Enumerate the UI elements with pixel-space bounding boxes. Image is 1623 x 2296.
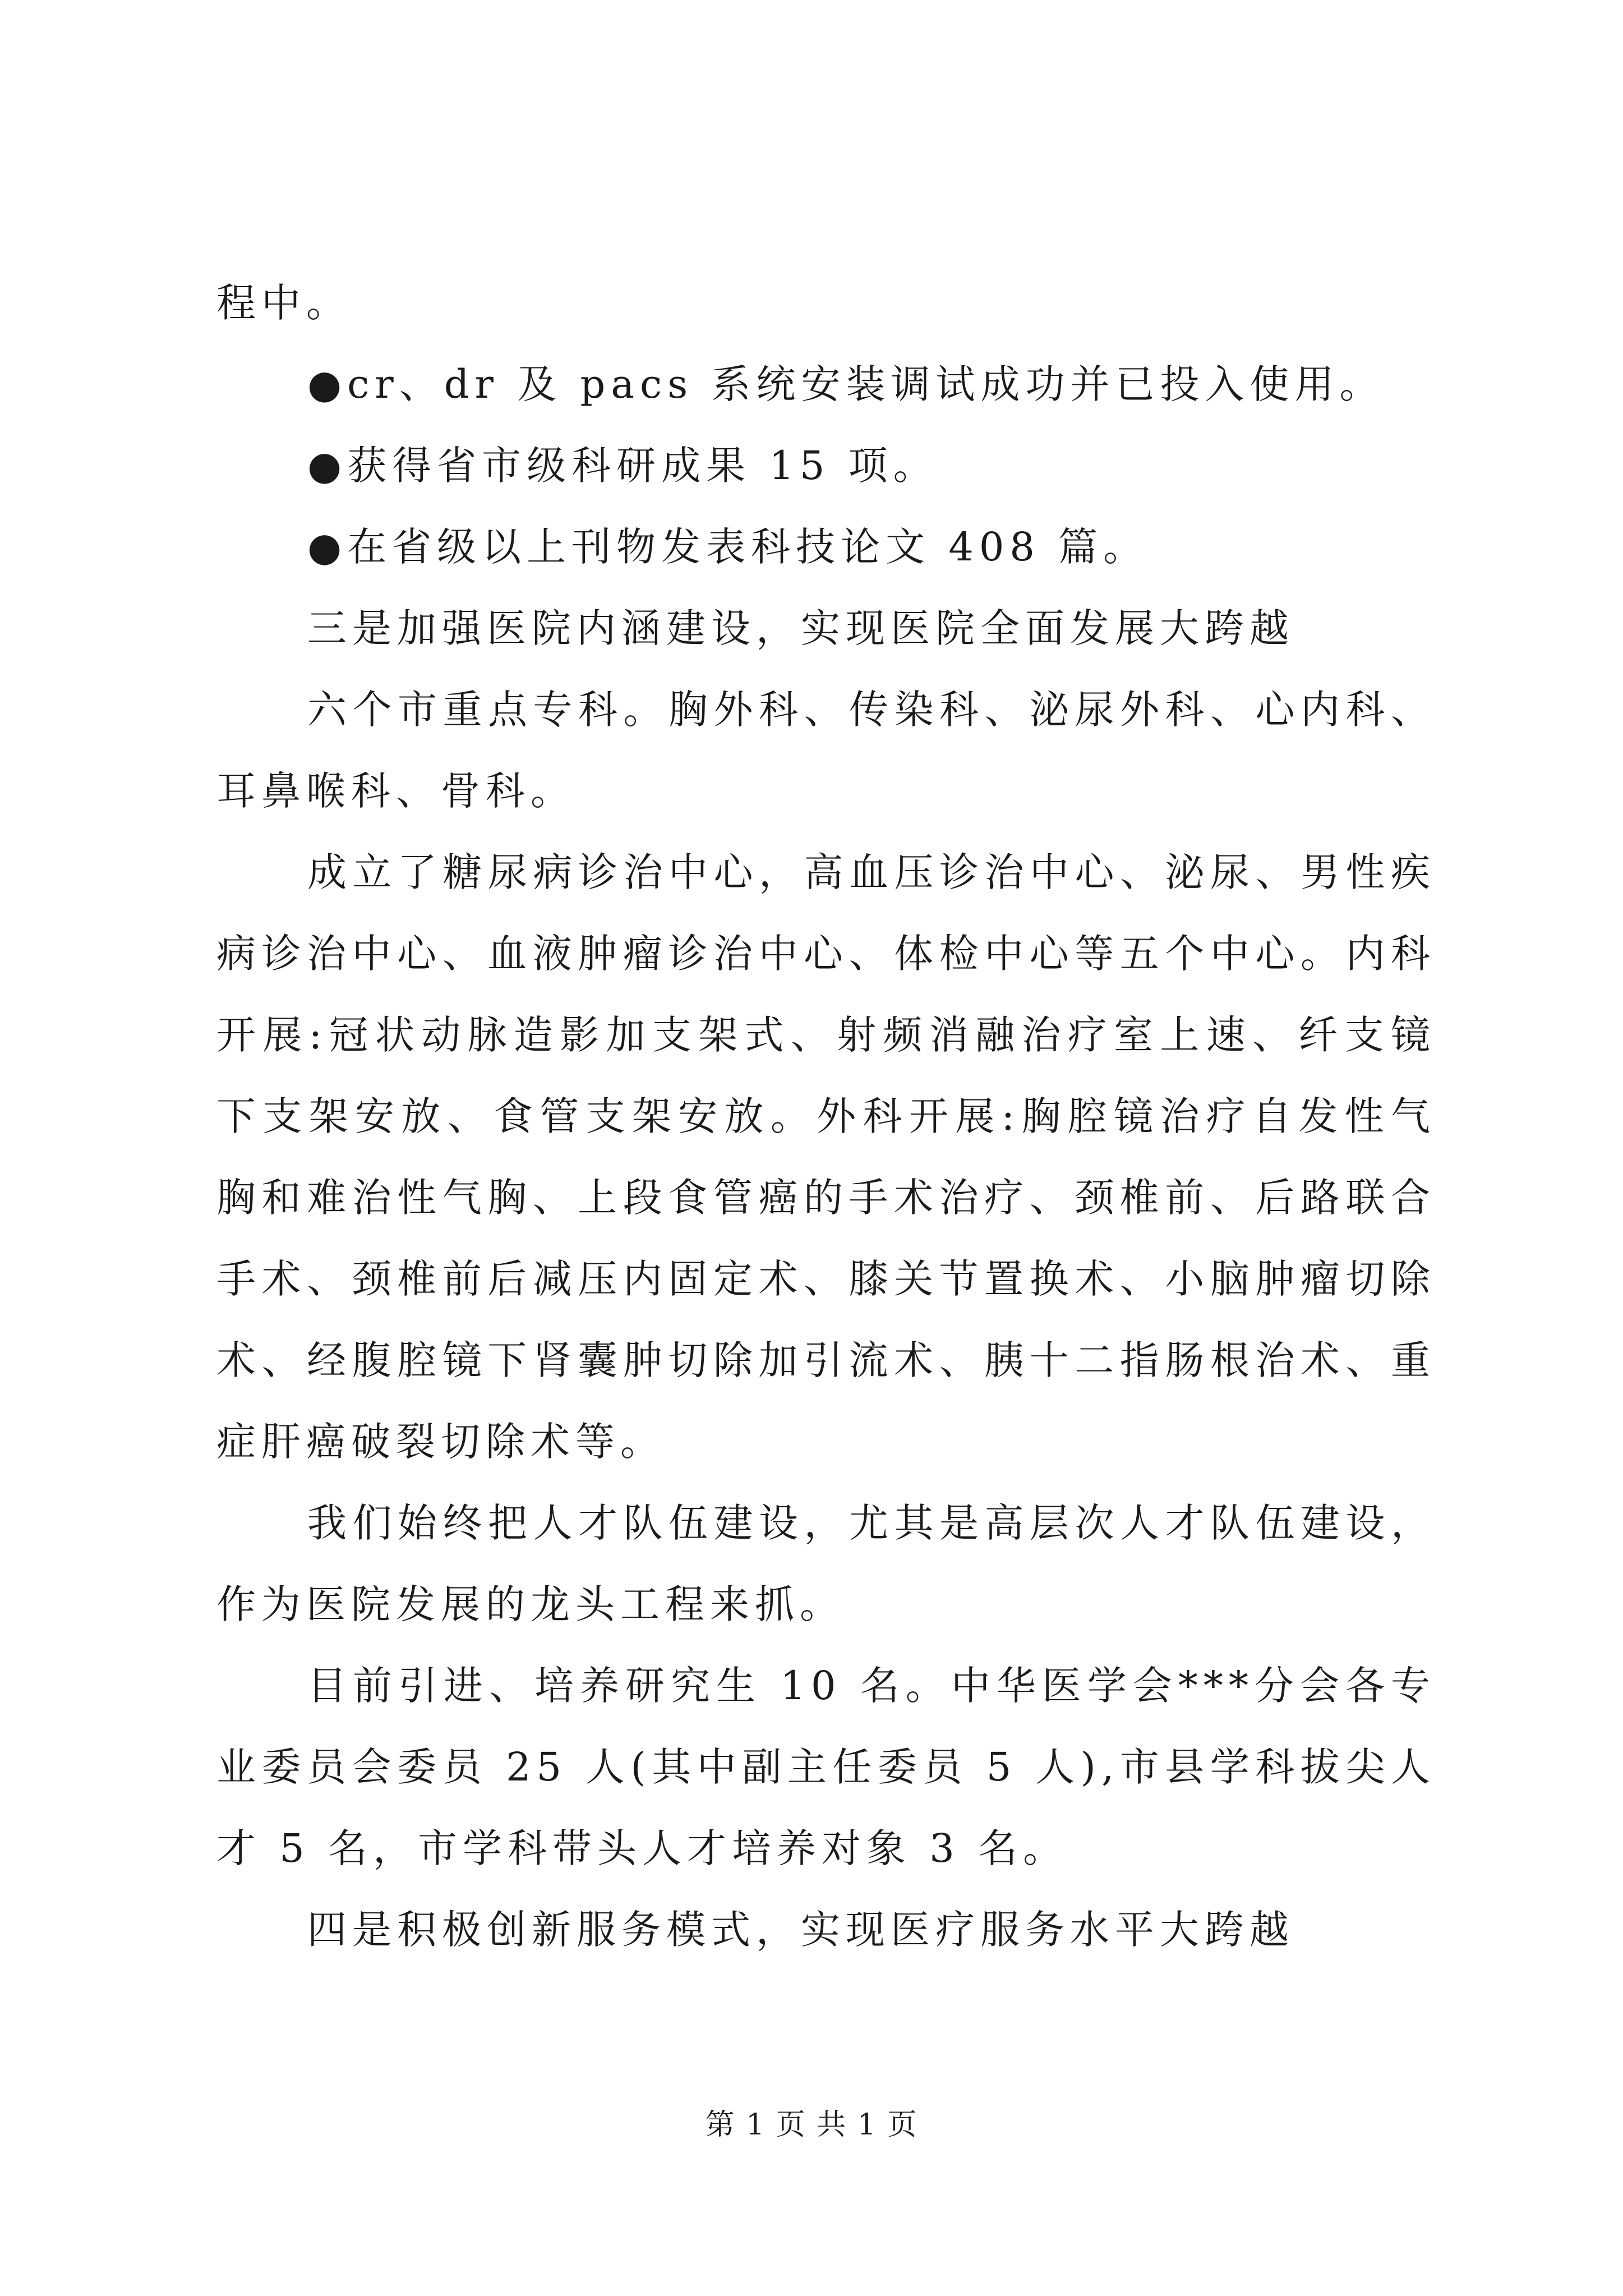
section-heading: 三是加强医院内涵建设，实现医院全面发展大跨越 <box>307 605 1294 651</box>
bullet-item: ●在省级以上刊物发表科技论文 408 篇。 <box>307 524 1149 570</box>
bullet-item: ●获得省市级科研成果 15 项。 <box>307 443 938 489</box>
paragraph: 程中。 <box>216 280 351 326</box>
paragraph: 六个市重点专科。胸外科、传染科、泌尿外科、心内科、耳鼻喉科、骨科。 <box>216 687 1436 814</box>
bullet-item: ●cr、dr 及 pacs 系统安装调试成功并已投入使用。 <box>307 361 1385 407</box>
paragraph: 我们始终把人才队伍建设，尤其是高层次人才队伍建设，作为医院发展的龙头工程来抓。 <box>216 1500 1436 1627</box>
paragraph: 成立了糖尿病诊治中心，高血压诊治中心、泌尿、男性疾病诊治中心、血液肿瘤诊治中心、体检中心等五个中心。内科开展:冠状动脉造影加支架式、射频消融治疗室上速、纤支镜下支架安放、食管支架安放。外科开展:胸腔镜治疗自发性气胸和难治性气胸、上段食管癌的手术治疗、颈椎前、后路联合手术、颈椎前后减压内固定术、膝关节置换术、小脑肿瘤切除术、经腹腔镜下肾囊肿切除加引流术、胰十二指肠根治术、重症肝癌破裂切除术等。 <box>216 849 1436 1465</box>
paragraph: 目前引进、培养研究生 10 名。中华医学会***分会各专业委员会委员 25 人(其中副主任委员 5 人),市县学科拔尖人才 5 名，市学科带头人才培养对象 3 名。 <box>216 1663 1436 1871</box>
section-heading: 四是积极创新服务模式，实现医疗服务水平大跨越 <box>307 1907 1294 1953</box>
page-footer: 第 1 页 共 1 页 <box>705 2108 918 2142</box>
document-body <box>216 263 1436 1971</box>
